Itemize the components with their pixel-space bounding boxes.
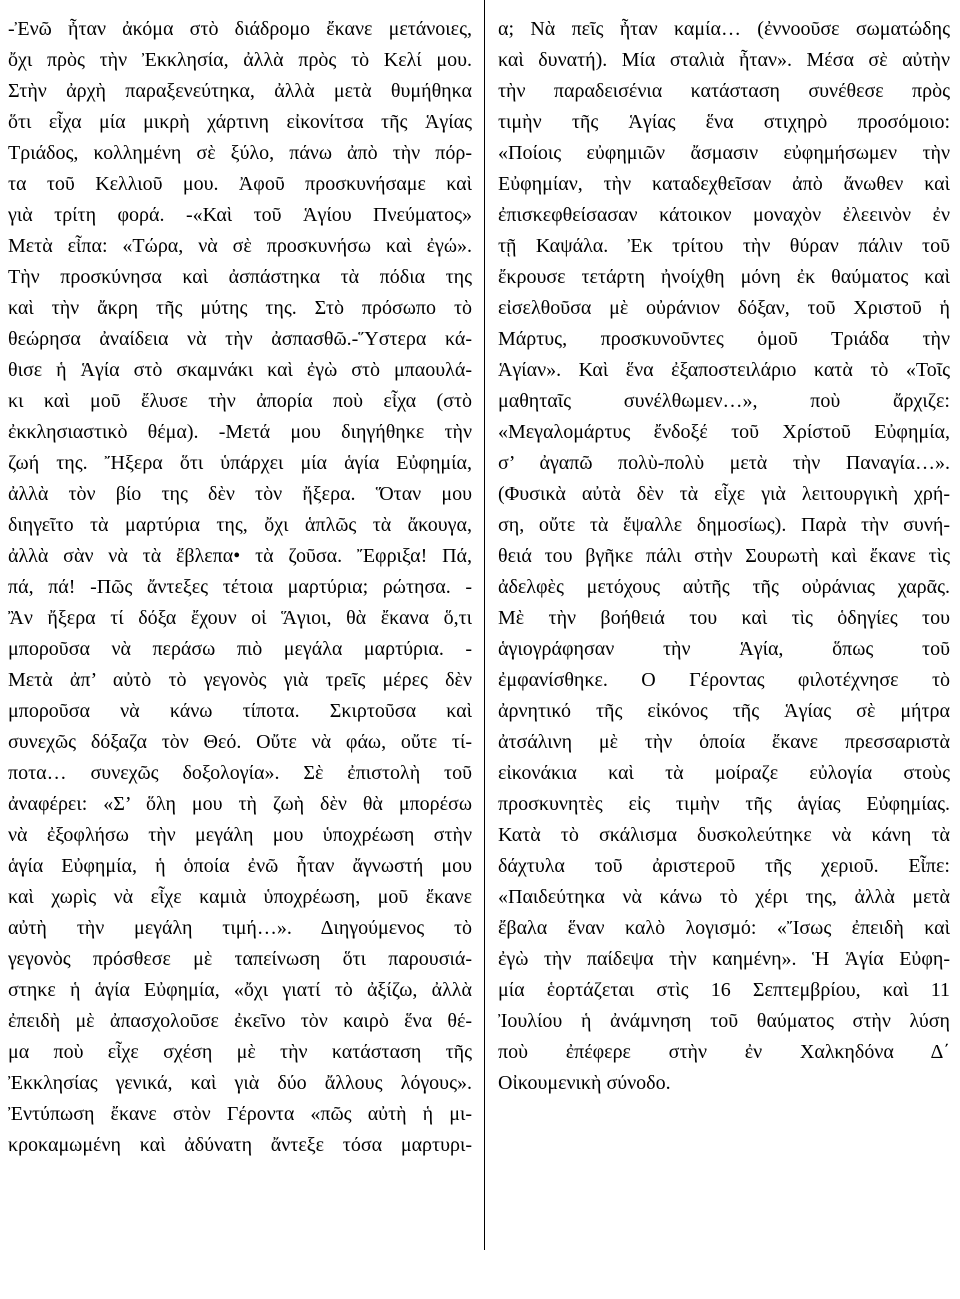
text-line: Ἐντύπωση ἔκανε στὸν Γέροντα «πῶς αὐτὴ ἡ μι- — [8, 1103, 472, 1125]
text-line: Μετὰ εἶπα: «Τώρα, νὰ σὲ προσκυνήσω καὶ ἐγώ». — [8, 235, 472, 257]
text-line: ἀδελφὲς μετόχους αὐτῆς τῆς οὐράνιας χαρᾶς. — [498, 576, 950, 598]
text-line: συνεχῶς δόξαζα τὸν Θεό. Οὔτε νὰ φάω, οὔτε τί- — [8, 731, 472, 753]
text-line: γιὰ τρίτη φορά. -«Καὶ τοῦ Ἁγίου Πνεύματος» — [8, 204, 472, 226]
text-line: πά, πά! -Πῶς ἄντεξες τέτοια μαρτύρια; ρώτησα. - — [8, 576, 472, 598]
text-line: εἰκονάκια καὶ τὰ μοίραζε εὐλογία στοὺς — [498, 762, 950, 784]
text-line: ἀλλὰ τὸν βίο της δὲν τὸν ἤξερα. Ὅταν μου — [8, 483, 472, 505]
text-line: στηκε ἡ ἁγία Εὐφημία, «ὄχι γιατί τὸ ἀξίζω, ἀλλὰ — [8, 979, 472, 1001]
text-line: Οἰκουμενικὴ σύνοδο. — [498, 1072, 671, 1094]
text-line: ση, οὔτε τὰ ἔψαλλε δημοσίως). Παρὰ τὴν συνή- — [498, 514, 950, 536]
text-line: ποὺ ἐπέφερε στὴν ἐν Χαλκηδόνα Δ΄ — [498, 1041, 950, 1063]
text-line: θειά του βγῆκε πάλι στὴν Σουρωτὴ καὶ ἔκανε τὶς — [498, 545, 950, 567]
text-line: θισε ἡ Ἁγία στὸ σκαμνάκι καὶ ἐγὼ στὸ μπαουλά- — [8, 359, 472, 381]
text-line: εἰσελθοῦσα μὲ οὐράνιον δόξαν, τοῦ Χριστοῦ ἡ — [498, 297, 950, 319]
text-line: ἀλλὰ σὰν νὰ τὰ ἔβλεπα• τὰ ζοῦσα. Ἔφριξα! Πά, — [8, 545, 472, 567]
text-line: τιμὴν τῆς Ἁγίας ἕνα στιχηρὸ προσόμοιο: — [498, 111, 950, 133]
text-line: τῇ Καψάλα. Ἐκ τρίτου τὴν θύραν πάλιν τοῦ — [498, 235, 950, 257]
text-line: τὴν παραδεισένια κατάσταση συνέθεσε πρὸς — [498, 80, 950, 102]
text-line: (Φυσικὰ αὐτὰ δὲν τὰ εἶχε γιὰ λειτουργικὴ χρή- — [498, 483, 950, 505]
right-text-column — [498, 14, 950, 1099]
text-line: ὅτι εἶχα μία μικρὴ χάρτινη εἰκονίτσα τῆς Ἁγίας — [8, 111, 472, 133]
text-line: κροκαμωμένη καὶ ἀδύνατη ἄντεξε τόσα μαρτυρι- — [8, 1134, 472, 1156]
text-line: ἔβαλα ἕναν καλὸ λογισμό: «Ἴσως ἐπειδὴ καὶ — [498, 917, 950, 939]
text-line: ἐκκλησιαστικὸ θέμα). -Μετά μου διηγήθηκε τὴν — [8, 421, 472, 443]
text-line: ζωή της. Ἤξερα ὅτι ὑπάρχει μία ἁγία Εὐφημία, — [8, 452, 472, 474]
text-line: σ’ ἀγαπῶ πολὺ-πολὺ μετὰ τὴν Παναγία…». — [498, 452, 950, 474]
text-line: ἀρνητικό τῆς εἰκόνος τῆς Ἁγίας σὲ μήτρα — [498, 700, 950, 722]
text-line: μποροῦσα νὰ περάσω πιὸ μεγάλα μαρτύρια. - — [8, 638, 472, 660]
text-line: ὄχι πρὸς τὴν Ἐκκλησία, ἀλλὰ πρὸς τὸ Κελί μου. — [8, 49, 472, 71]
text-line: ἁγία Εὐφημία, ἡ ὁποία ἐνῶ ἦταν ἄγνωστή μου — [8, 855, 472, 877]
text-line: Μάρτυς, προσκυνοῦντες ὁμοῦ Τριάδα τὴν — [498, 328, 950, 350]
text-line: Μὲ τὴν βοήθειά του καὶ τὶς ὁδηγίες του — [498, 607, 950, 629]
text-line: α; Νὰ πεῖς ἦταν καμία… (ἐννοοῦσε σωματώδης — [498, 18, 950, 40]
text-line: Ἂν ἤξερα τί δόξα ἔχουν οἱ Ἅγιοι, θὰ ἔκανα ὅ,τι — [8, 607, 472, 629]
text-line: ἐμφανίσθηκε. Ο Γέροντας φιλοτέχνησε τὸ — [498, 669, 950, 691]
column-divider — [484, 0, 485, 1250]
text-line: Στὴν ἀρχὴ παραξενεύτηκα, ἀλλὰ μετὰ θυμήθηκα — [8, 80, 472, 102]
text-line: ἐπειδὴ μὲ ἀπασχολοῦσε ἐκεῖνο τὸν καιρὸ ἕνα θέ- — [8, 1010, 472, 1032]
text-line: ἀτσάλινη μὲ τὴν ὁποία ἔκανε πρεσσαριστὰ — [498, 731, 950, 753]
text-line: θεώρησα ἀναίδεια νὰ τὴν ἀσπασθῶ.-Ὕστερα κά- — [8, 328, 472, 350]
text-line: δάχτυλα τοῦ ἀριστεροῦ τῆς χεριοῦ. Εἶπε: — [498, 855, 950, 877]
text-line: μα ποὺ εἶχε σχέση μὲ τὴν κατάσταση τῆς — [8, 1041, 472, 1063]
text-line: νὰ ἐξοφλήσω τὴν μεγάλη μου ὑποχρέωση στὴν — [8, 824, 472, 846]
text-line: «Ποίοις εὐφημιῶν ἄσμασιν εὐφημήσωμεν τὴν — [498, 142, 950, 164]
text-line: Μετὰ ἀπ’ αὐτὸ τὸ γεγονὸς γιὰ τρεῖς μέρες δὲν — [8, 669, 472, 691]
text-line: «Μεγαλομάρτυς ἔνδοξέ τοῦ Χρίστοῦ Εὐφημία, — [498, 421, 950, 443]
text-line: -Ἐνῶ ἦταν ἀκόμα στὸ διάδρομο ἔκανε μετάνοιες, — [8, 18, 472, 40]
text-line: ἐπισκεφθείσασαν κάτοικον μοναχὸν ἐλεεινὸν ἐν — [498, 204, 950, 226]
text-line: καὶ χωρὶς νὰ εἶχε καμιὰ ὑποχρέωση, μοῦ ἔκανε — [8, 886, 472, 908]
text-line: ἐγὼ τὴν παίδεψα τὴν καημένη». Ἡ Ἁγία Εὐφη- — [498, 948, 950, 970]
text-line: προσκυνητὲς εἰς τιμὴν τῆς ἁγίας Εὐφημίας. — [498, 793, 950, 815]
text-line: μία ἑορτάζεται στὶς 16 Σεπτεμβρίου, καὶ 11 — [498, 979, 950, 1001]
text-line: Τριάδος, κολλημένη σὲ ξύλο, πάνω ἀπὸ τὴν πόρ- — [8, 142, 472, 164]
text-line: γεγονὸς πρόσθεσε μὲ ταπείνωση ὅτι παρουσιά- — [8, 948, 472, 970]
text-line: Εὐφημίαν, τὴν καταδεχθεῖσαν ἀπὸ ἄνωθεν καὶ — [498, 173, 950, 195]
text-line: αὐτὴ τὴν μεγάλη τιμή…». Διηγούμενος τὸ — [8, 917, 472, 939]
text-line: ποτα… συνεχῶς δοξολογία». Σὲ ἐπιστολὴ τοῦ — [8, 762, 472, 784]
text-line: καὶ δυνατή). Μία σταλιὰ ἦταν». Μέσα σὲ αὐτὴν — [498, 49, 950, 71]
text-line: «Παιδεύτηκα νὰ κάνω τὸ χέρι της, ἀλλὰ μετὰ — [498, 886, 950, 908]
text-line: ἔκρουσε τετάρτη ἠνοίχθη μόνη ἐκ θαύματος καὶ — [498, 266, 950, 288]
text-line: Κατὰ τὸ σκάλισμα δυσκολεύτηκε νὰ κάνη τὰ — [498, 824, 950, 846]
text-line: ἀναφέρει: «Σ’ ὅλη μου τὴ ζωὴ δὲν θὰ μπορέσω — [8, 793, 472, 815]
text-line: Ἐκκλησίας γενικά, καὶ γιὰ δύο ἄλλους λόγους». — [8, 1072, 472, 1094]
text-line: καὶ τὴν ἄκρη τῆς μύτης της. Στὸ πρόσωπο τὸ — [8, 297, 472, 319]
text-line: τα τοῦ Κελλιοῦ μου. Ἀφοῦ προσκυνήσαμε καὶ — [8, 173, 472, 195]
text-line: κι καὶ μοῦ ἔλυσε τὴν ἀπορία ποὺ εἶχα (στὸ — [8, 390, 472, 412]
left-text-column — [8, 14, 472, 1161]
text-line: Ἁγίαν». Καὶ ἕνα ἐξαποστειλάριο κατὰ τὸ «Τοῖς — [498, 359, 950, 381]
text-line: μποροῦσα νὰ κάνω τίποτα. Σκιρτοῦσα καὶ — [8, 700, 472, 722]
text-line: Ἰουλίου ἡ ἀνάμνηση τοῦ θαύματος στὴν λύση — [498, 1010, 950, 1032]
text-line: διηγεῖτο τὰ μαρτύρια της, ὄχι ἁπλῶς τὰ ἄκουγα, — [8, 514, 472, 536]
text-line: ἁγιογράφησαν τὴν Ἁγία, ὅπως τοῦ — [498, 638, 950, 660]
text-line: Τὴν προσκύνησα καὶ ἀσπάστηκα τὰ πόδια της — [8, 266, 472, 288]
text-line: μαθηταῖς συνέλθωμεν…», ποὺ ἄρχιζε: — [498, 390, 950, 412]
